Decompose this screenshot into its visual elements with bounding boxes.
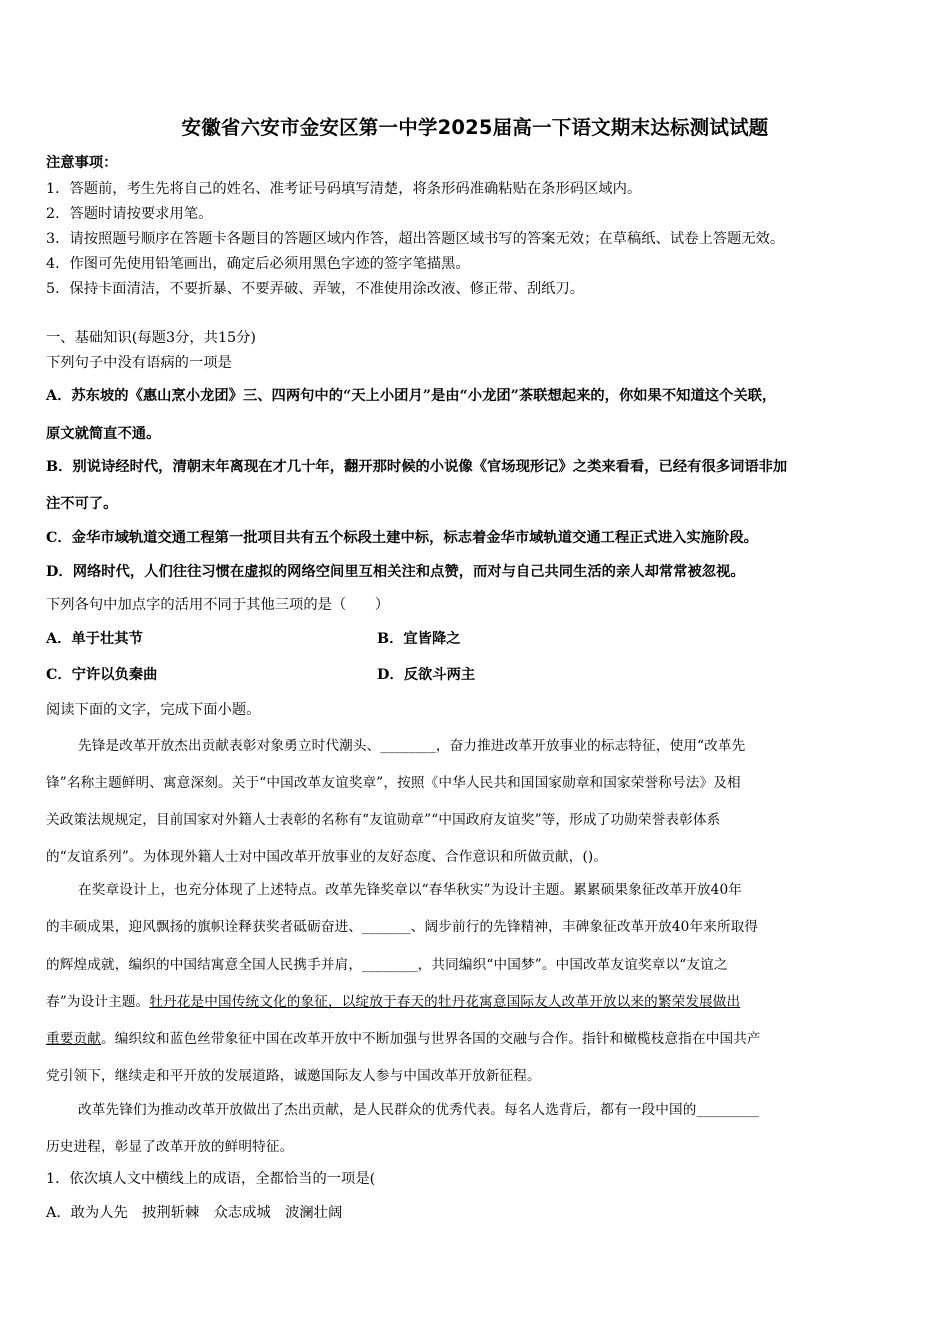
option-b-line-1: B．别说诗经时代，清朝末年离现在才几十年，翻开那时候的小说像《官场现形记》之类来看看，已经有很多词语非加	[46, 459, 788, 475]
q2-option-a: A．单于壮其节	[46, 631, 143, 647]
passage-line: 的丰硕成果，迎风飘扬的旗帜诠释获奖者砥砺奋进、_______、阔步前行的先锋精神，丰碑象征改革开放40年来所取得	[46, 919, 759, 935]
q3-option-a: A．敢为人先 披荆斩棘 众志成城 波澜壮阔	[46, 1205, 343, 1221]
note-item-4: 4．作图可先使用铅笔画出，确定后必须用黑色字迹的签字笔描黑。	[46, 256, 470, 272]
underlined-sentence-end: 重要贡献	[46, 1031, 101, 1047]
question-stem-3: 1．依次填人文中横线上的成语，全都恰当的一项是(	[46, 1171, 376, 1187]
passage-line: 的辉煌成就，编织的中国结寓意全国人民携手并肩，________，共同编织“中国梦”。中国改革友谊奖章以“友谊之	[46, 957, 728, 973]
passage-text: 春”为设计主题。	[46, 994, 150, 1010]
option-c: C．金华市域轨道交通工程第一批项目共有五个标段土建中标，标志着金华市域轨道交通工程正式进入实施阶段。	[46, 530, 758, 546]
exam-title: 安徽省六安市金安区第一中学2025届高一下语文期末达标测试试题	[181, 116, 769, 139]
option-a-line-1: A．苏东坡的《惠山烹小龙团》三、四两句中的“天上小团月”是由“小龙团”茶联想起来的，你如果不知道这个关联，	[46, 388, 777, 404]
passage-line: 关政策法规规定，目前国家对外籍人士表彰的名称有“友谊勋章”“中国政府友谊奖”等，形成了功勋荣誉表彰体系	[46, 812, 721, 828]
notes-heading: 注意事项：	[46, 155, 118, 171]
passage-line: 在奖章设计上，也充分体现了上述特点。改革先锋奖章以“春华秋实”为设计主题。累累硕果象征改革开放40年	[78, 882, 743, 898]
note-item-1: 1．答题前，考生先将自己的姓名、准考证号码填写清楚，将条形码准确粘贴在条形码区域内。	[46, 181, 642, 197]
note-item-2: 2．答题时请按要求用笔。	[46, 206, 213, 222]
question-stem-1: 下列句子中没有语病的一项是	[46, 355, 232, 371]
note-item-5: 5．保持卡面清洁，不要折暴、不要弄破、弄皱，不准使用涂改液、修正带、刮纸刀。	[46, 281, 585, 297]
option-b-line-2: 注不可了。	[46, 496, 118, 512]
passage-line: 的“友谊系列”。为体现外籍人士对中国改革开放事业的友好态度、合作意识和所做贡献，()。	[46, 849, 608, 865]
passage-line: 先锋是改革开放杰出贡献表彰对象勇立时代潮头、________，奋力推进改革开放事业的标志特征，使用“改革先	[78, 738, 746, 754]
passage-text: 。编织纹和蓝色丝带象征中国在改革开放中不断加强与世界各国的交融与合作。指针和橄榄枝意指在中国共产	[100, 1031, 761, 1047]
passage-line	[46, 1027, 761, 1047]
passage-line: 党引领下，继续走和平开放的发展道路，诚邀国际友人参与中国改革开放新征程。	[46, 1068, 541, 1084]
option-d: D．网络时代，人们往往习惯在虚拟的网络空间里互相关注和点赞，而对与自己共同生活的亲人却常常被忽视。	[46, 564, 745, 580]
q2-option-b: B．宜皆降之	[377, 631, 461, 647]
q2-option-d: D．反欲斗两主	[377, 667, 476, 683]
underlined-sentence: 牡丹花是中国传统文化的象征，以绽放于春天的牡丹花寓意国际友人改革开放以来的繁荣发展做出	[149, 994, 741, 1010]
question-stem-2: 下列各句中加点字的活用不同于其他三项的是（ ）	[46, 597, 390, 613]
passage-line	[46, 990, 740, 1010]
passage-line: 锋”名称主题鲜明、寓意深刻。关于“中国改革友谊奖章”，按照《中华人民共和国国家勋章和国家荣誉称号法》及相	[46, 775, 741, 791]
section-heading: 一、基础知识(每题3分，共15分)	[46, 330, 257, 346]
reading-intro: 阅读下面的文字，完成下面小题。	[46, 702, 261, 718]
passage-line: 历史进程，彰显了改革开放的鲜明特征。	[46, 1139, 294, 1155]
note-item-3: 3．请按照题号顺序在答题卡各题目的答题区域内作答，超出答题区域书写的答案无效；在草稿纸、试卷上答题无效。	[46, 231, 785, 247]
q2-option-c: C．宁许以负秦曲	[46, 667, 158, 683]
passage-line: 改革先锋们为推动改革开放做出了杰出贡献，是人民群众的优秀代表。每名人选背后，都有一段中国的_________	[78, 1102, 759, 1118]
option-a-line-2: 原文就简直不通。	[46, 426, 161, 442]
